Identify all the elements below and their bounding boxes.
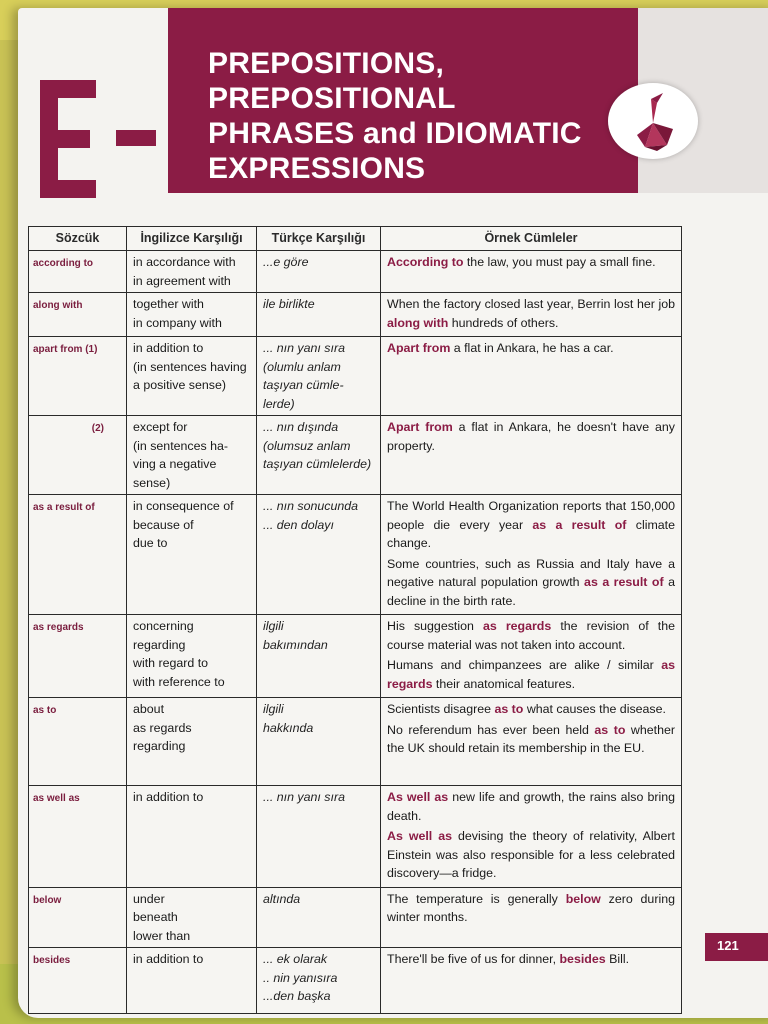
title-line: EXPRESSIONS xyxy=(208,152,426,185)
turkish-meaning-cell xyxy=(257,698,381,786)
turkish-meaning: ... den dolayı xyxy=(263,517,334,532)
table-row xyxy=(29,416,682,495)
turkish-meaning-cell xyxy=(257,293,381,337)
word-cell: (2) xyxy=(29,416,127,495)
turkish-meaning: hakkında xyxy=(263,720,314,735)
english-meaning: regarding xyxy=(133,637,186,652)
example-sentence xyxy=(387,788,675,825)
example-sentence xyxy=(387,827,675,883)
example-sentence xyxy=(387,890,675,927)
english-meaning-cell xyxy=(127,495,257,615)
english-meaning: in addition to xyxy=(133,341,204,355)
turkish-meaning: .. nin yanısıra xyxy=(263,970,338,985)
english-meaning: together with xyxy=(133,297,204,311)
word-cell: apart from (1) xyxy=(29,337,127,416)
column-header-word: Sözcük xyxy=(29,227,127,251)
example-cell xyxy=(381,416,682,495)
example-sentence xyxy=(387,418,675,455)
turkish-meaning-cell xyxy=(257,615,381,698)
turkish-meaning-cell xyxy=(257,251,381,293)
sentence-text: the law, you must pay a small fine. xyxy=(463,255,656,269)
sentence-text: a flat in Ankara, he has a car. xyxy=(450,341,614,355)
sentence-text: No referendum has ever been held xyxy=(387,722,595,737)
english-meaning: in accordance with xyxy=(133,255,236,269)
column-header-english: İngilizce Karşılığı xyxy=(127,227,257,251)
table-row xyxy=(29,615,682,698)
english-meaning: (in sentences ha-ving a negative sense) xyxy=(133,438,229,490)
title-line: PREPOSITIONS, xyxy=(208,47,444,80)
english-meaning: because of xyxy=(133,517,194,532)
word-cell: according to xyxy=(29,251,127,293)
page-title xyxy=(208,46,608,186)
table-row xyxy=(29,698,682,786)
table-body xyxy=(29,251,682,1014)
sentence-text: their anatomical features. xyxy=(432,676,576,691)
table-header-row xyxy=(29,227,682,251)
example-sentence xyxy=(387,555,675,611)
table-row xyxy=(29,495,682,615)
english-meaning: in consequence of xyxy=(133,499,234,513)
english-meaning-cell xyxy=(127,786,257,888)
english-meaning-cell xyxy=(127,293,257,337)
turkish-meaning: ile birlikte xyxy=(263,297,315,311)
sentence-text: hundreds of others. xyxy=(448,315,559,330)
word-cell: below xyxy=(29,887,127,948)
turkish-meaning: (olumlu anlam taşıyan cümle-lerde) xyxy=(263,359,344,411)
turkish-meaning: ... nın sonucunda xyxy=(263,499,359,513)
sentence-text: When the factory closed last year, Berrin lost her job xyxy=(387,297,675,311)
highlighted-phrase: as regards xyxy=(482,619,552,633)
sentence-text: a flat in Ankara, he doesn't have any property. xyxy=(387,420,675,453)
example-cell xyxy=(381,293,682,337)
english-meaning-cell xyxy=(127,948,257,1014)
sentence-text: whether the UK should retain its membership in the EU. xyxy=(387,722,675,755)
table-row xyxy=(29,337,682,416)
sentence-text: Bill. xyxy=(605,952,630,966)
english-meaning: under xyxy=(133,891,165,906)
turkish-meaning-cell xyxy=(257,948,381,1014)
word-cell: as well as xyxy=(29,786,127,888)
english-meaning: with regard to xyxy=(133,656,209,670)
example-cell xyxy=(381,251,682,293)
word-cell: as regards xyxy=(29,615,127,698)
example-cell xyxy=(381,948,682,1014)
english-meaning-cell xyxy=(127,615,257,698)
english-meaning: beneath xyxy=(133,910,178,924)
page-number-underline xyxy=(705,959,768,961)
english-meaning: in addition to xyxy=(133,790,204,804)
turkish-meaning: ... nın dışında xyxy=(263,420,339,434)
example-sentence xyxy=(387,339,675,358)
example-sentence xyxy=(387,656,675,693)
turkish-meaning-cell xyxy=(257,337,381,416)
english-meaning: lower than xyxy=(133,928,191,943)
english-meaning: with reference to xyxy=(133,674,225,689)
sentence-text: new life and growth, the rains also bring death. xyxy=(387,790,676,823)
title-line: PHRASES and IDIOMATIC xyxy=(208,117,582,150)
sentence-text: a decline in the birth rate. xyxy=(387,575,675,608)
highlighted-phrase: besides xyxy=(559,952,606,966)
english-meaning: in addition to xyxy=(133,952,204,966)
sentence-text: Some countries, such as Russia and Italy have a negative natural population growth xyxy=(387,556,675,589)
highlighted-phrase: as a result of xyxy=(532,517,627,532)
sentence-text: The temperature is generally xyxy=(387,891,566,906)
example-sentence xyxy=(387,700,675,719)
turkish-meaning: ...e göre xyxy=(263,255,309,269)
sentence-text: devising the theory of relativity, Albert Einstein was also responsible for a less celebrated discovery—a fridge. xyxy=(387,829,675,880)
example-cell xyxy=(381,615,682,698)
sentence-text: There'll be five of us for dinner, xyxy=(387,952,560,966)
highlighted-phrase: According to xyxy=(387,255,464,269)
english-meaning: about xyxy=(133,702,165,716)
sentence-text: climate change. xyxy=(387,517,675,550)
column-header-examples: Örnek Cümleler xyxy=(381,227,682,251)
highlighted-phrase: Apart from xyxy=(387,341,451,355)
turkish-meaning: ... nın yanı sıra xyxy=(263,790,345,804)
turkish-meaning-cell xyxy=(257,887,381,948)
english-meaning: regarding xyxy=(133,739,186,753)
english-meaning: except for xyxy=(133,420,188,434)
table-row xyxy=(29,887,682,948)
highlighted-phrase: along with xyxy=(387,315,449,330)
example-cell xyxy=(381,887,682,948)
column-header-turkish: Türkçe Karşılığı xyxy=(257,227,381,251)
english-meaning-cell xyxy=(127,337,257,416)
table-row xyxy=(29,251,682,293)
english-meaning-cell xyxy=(127,698,257,786)
section-letter-dash xyxy=(116,130,156,146)
turkish-meaning: bakımından xyxy=(263,637,328,652)
highlighted-phrase: As well as xyxy=(387,829,452,843)
sentence-text: the revision of the course material was not taken into account. xyxy=(387,619,676,652)
english-meaning-cell xyxy=(127,251,257,293)
example-sentence xyxy=(387,721,675,758)
turkish-meaning: ilgili xyxy=(263,619,284,633)
turkish-meaning: ilgili xyxy=(263,702,284,716)
highlighted-phrase: as a result of xyxy=(584,575,664,589)
title-line: PREPOSITIONAL xyxy=(208,82,456,115)
example-cell xyxy=(381,337,682,416)
english-meaning: in agreement with xyxy=(133,273,231,288)
table-row xyxy=(29,293,682,337)
section-letter xyxy=(40,80,100,198)
vocabulary-table xyxy=(28,226,682,1014)
turkish-meaning: altında xyxy=(263,891,301,906)
turkish-meaning: ...den başka xyxy=(263,989,331,1003)
turkish-meaning-cell xyxy=(257,495,381,615)
highlighted-phrase: as to xyxy=(494,702,524,716)
example-sentence xyxy=(387,950,675,969)
highlighted-phrase: as to xyxy=(594,722,626,737)
example-sentence xyxy=(387,295,675,332)
english-meaning: concerning xyxy=(133,619,194,633)
example-sentence xyxy=(387,617,675,654)
turkish-meaning: ... nın yanı sıra xyxy=(263,341,345,355)
word-cell: along with xyxy=(29,293,127,337)
english-meaning-cell xyxy=(127,887,257,948)
sentence-text: what causes the disease. xyxy=(523,702,666,716)
turkish-meaning-cell xyxy=(257,416,381,495)
english-meaning: due to xyxy=(133,536,168,550)
highlighted-phrase: as regards xyxy=(387,658,675,691)
example-sentence xyxy=(387,497,675,553)
turkish-meaning: (olumsuz anlam taşıyan cümlelerde) xyxy=(263,438,372,471)
word-cell: as a result of xyxy=(29,495,127,615)
example-cell xyxy=(381,786,682,888)
page-number: 121 xyxy=(705,933,768,959)
word-cell: as to xyxy=(29,698,127,786)
sentence-text: zero during winter months. xyxy=(387,891,675,924)
sentence-text: Humans and chimpanzees are alike / similar xyxy=(387,658,662,672)
highlighted-phrase: Apart from xyxy=(387,420,453,434)
highlighted-phrase: below xyxy=(565,891,601,906)
word-cell: besides xyxy=(29,948,127,1014)
english-meaning: in company with xyxy=(133,315,222,330)
english-meaning: (in sentences having a positive sense) xyxy=(133,359,247,392)
table-row xyxy=(29,786,682,888)
sentence-text: The World Health Organization reports that 150,000 people die every year xyxy=(387,499,675,532)
english-meaning: as regards xyxy=(133,720,192,735)
table-row xyxy=(29,948,682,1014)
turkish-meaning: ... ek olarak xyxy=(263,952,328,966)
origami-crane-icon xyxy=(608,83,698,159)
example-sentence xyxy=(387,253,675,272)
sentence-text: Scientists disagree xyxy=(387,702,495,716)
highlighted-phrase: As well as xyxy=(387,790,449,804)
turkish-meaning-cell xyxy=(257,786,381,888)
sentence-text: His suggestion xyxy=(387,619,483,633)
example-cell xyxy=(381,495,682,615)
english-meaning-cell xyxy=(127,416,257,495)
example-cell xyxy=(381,698,682,786)
